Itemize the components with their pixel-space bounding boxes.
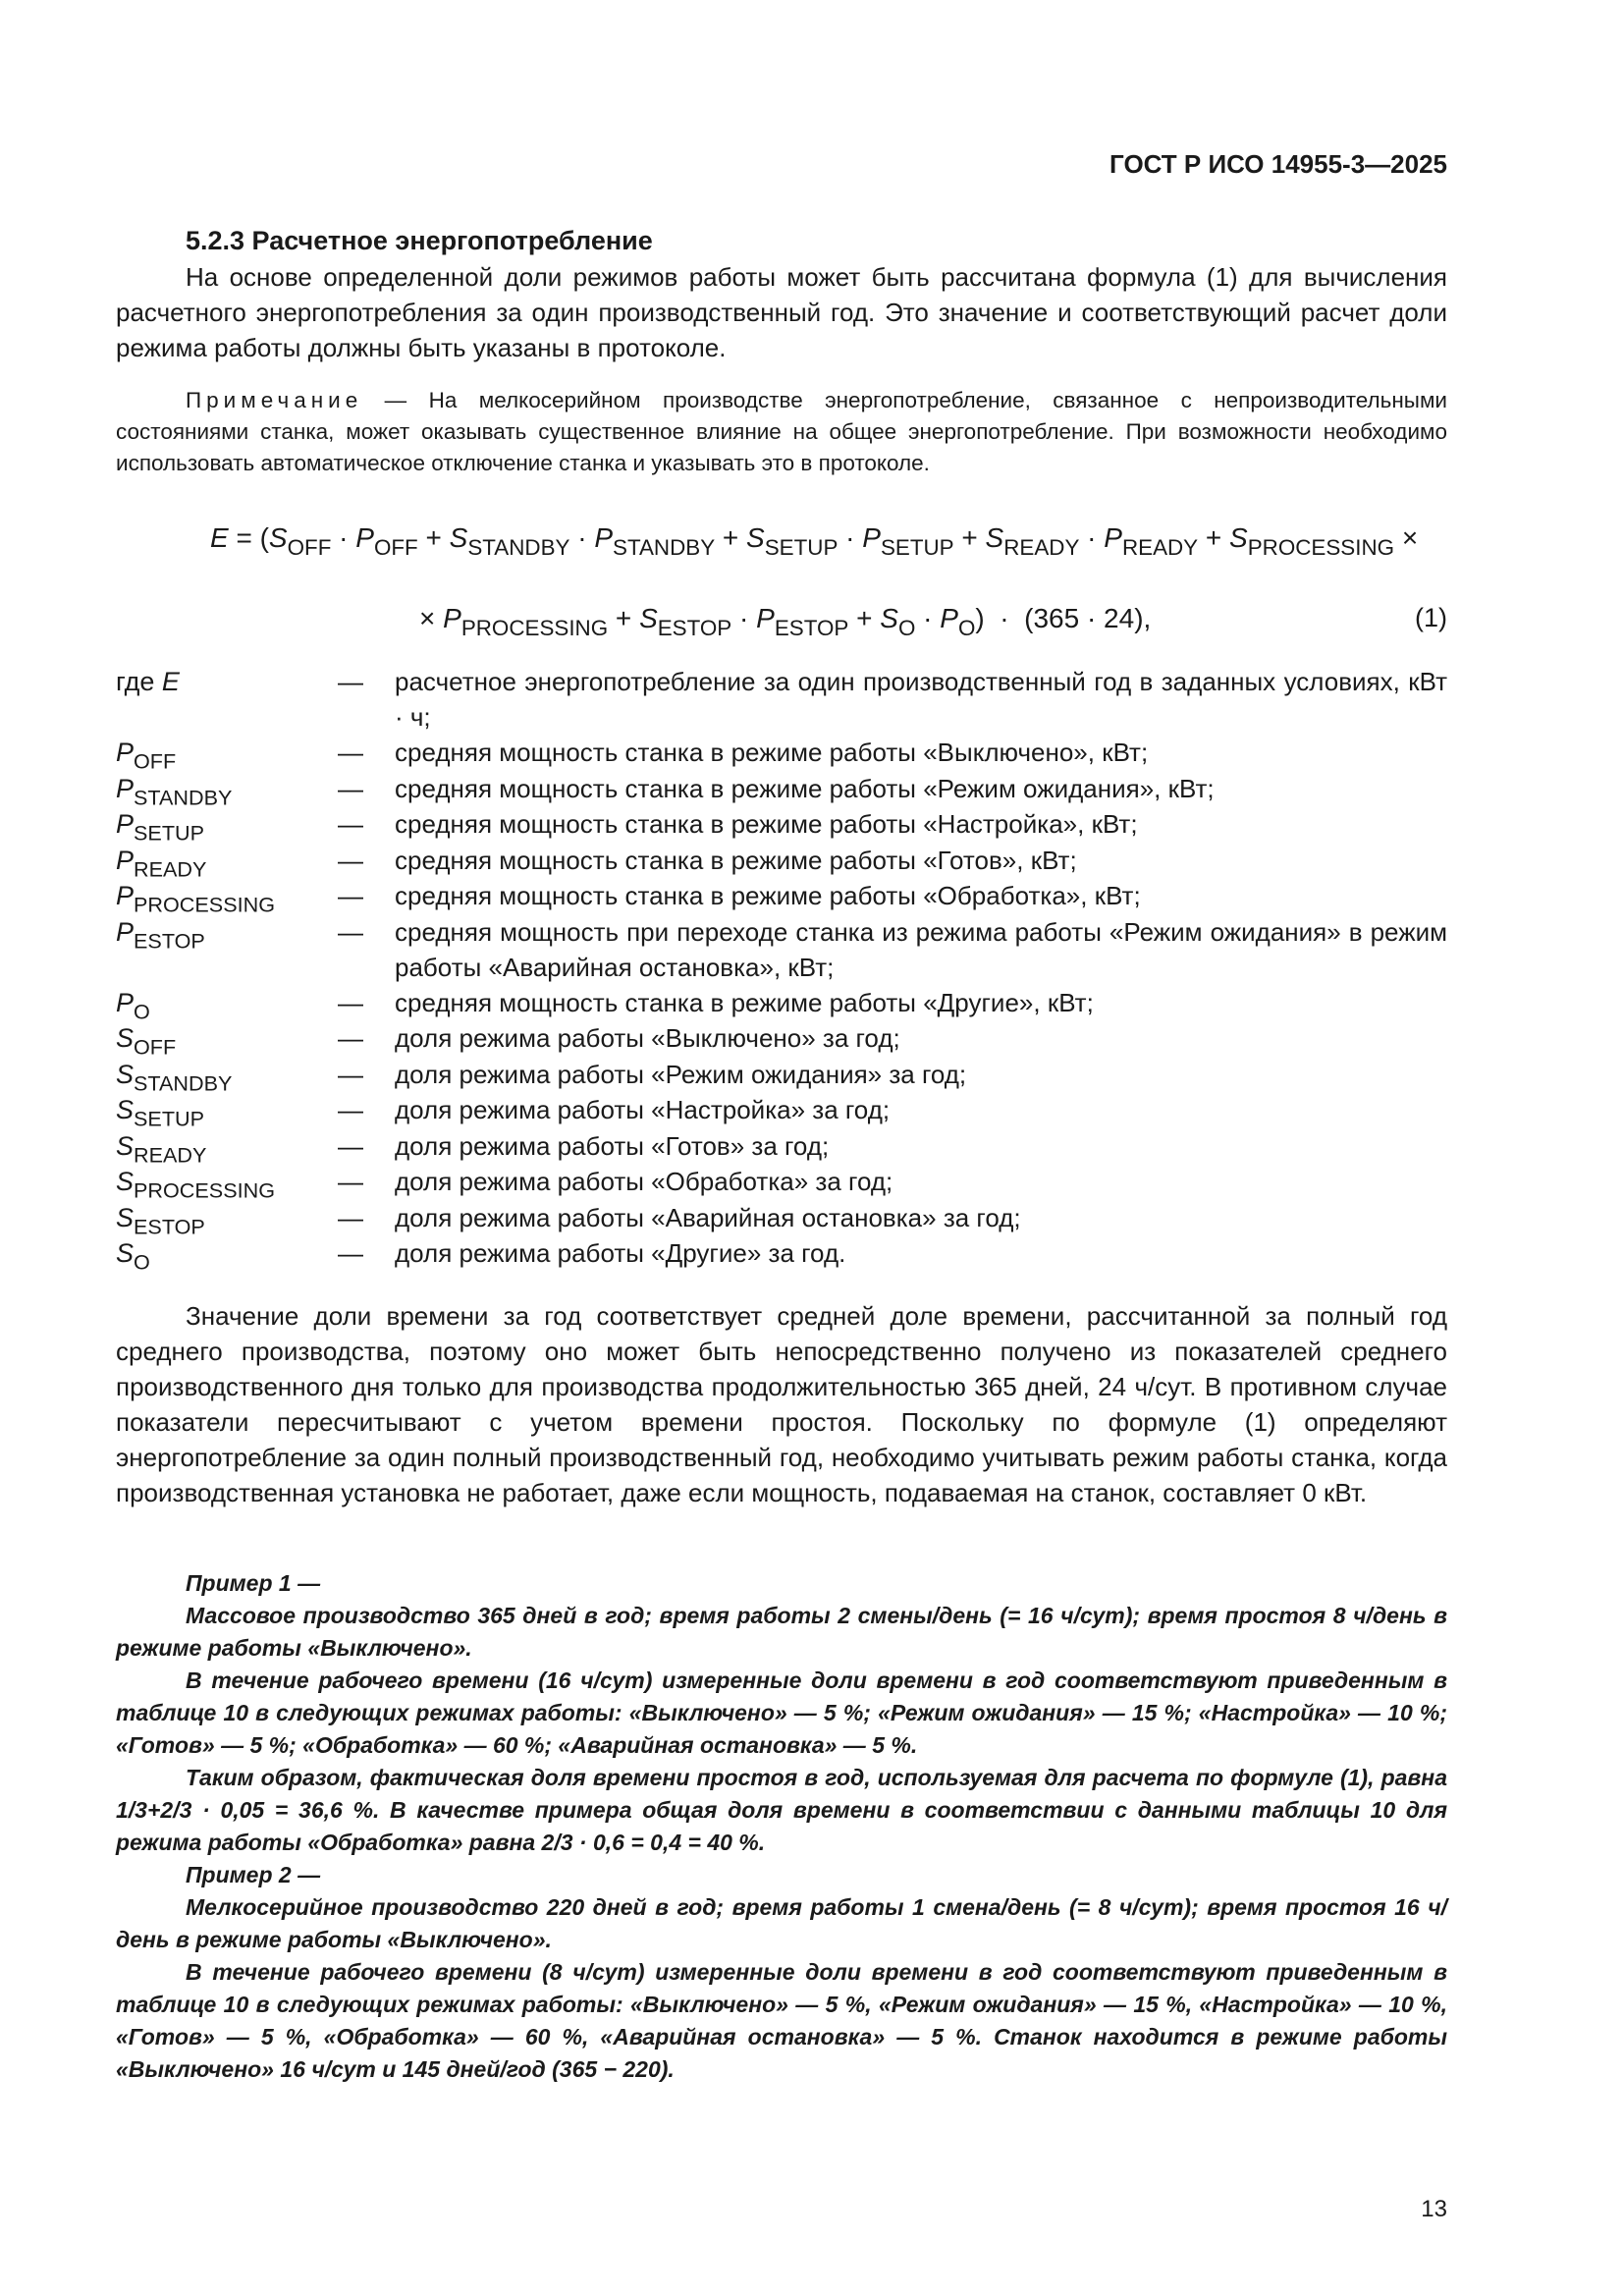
definition-dash: — <box>338 881 363 910</box>
definition-text: средняя мощность станка в режиме работы «Режим ожидания», кВт; <box>395 773 1215 803</box>
formula-line-2: × $P_{PROCESSING} + S_{ESTOP} \cdot P_{ESTOP} + S_O \cdot P_O) \cdot (365 \cdot 24)$, <box>419 603 1152 640</box>
definition-symbol: $S_O$ <box>116 1238 150 1275</box>
definition-dash: — <box>338 738 363 767</box>
definition-symbol: $P_{SETUP}$ <box>116 809 205 846</box>
definition-text: доля режима работы «Другие» за год. <box>395 1238 846 1268</box>
definition-text: средняя мощность станка в режиме работы «Обработка», кВт; <box>395 881 1141 910</box>
definition-row <box>116 985 1447 1024</box>
definition-row <box>116 1200 1447 1239</box>
definition-dash: — <box>338 987 363 1017</box>
definition-row <box>116 1128 1447 1168</box>
definition-text: средняя мощность станка в режиме работы «Выключено», кВт; <box>395 738 1149 767</box>
definition-row <box>116 664 1447 735</box>
definition-text: доля режима работы «Обработка» за год; <box>395 1167 893 1196</box>
example-2-line: Мелкосерийное производство 220 дней в год; время работы 1 смена/день (= 8 ч/сут); время простоя 16 ч/день в режиме работы «Выключено». <box>116 1894 1447 1952</box>
definition-row <box>116 914 1447 985</box>
definition-row <box>116 878 1447 917</box>
note-block <box>116 385 1447 479</box>
definition-dash: — <box>338 1130 363 1161</box>
definition-symbol: $P_{ESTOP}$ <box>116 916 205 954</box>
definition-dash: — <box>338 845 363 875</box>
definition-symbol: $S_{READY}$ <box>116 1130 207 1168</box>
note-text: — На мелкосерийном производстве энергопотребление, связанное с непроизводительными состояниями станка, может оказывать существенное влияние на общее энергопотребление. При возможности необходимо использовать автоматическое отключение станка и указывать это в протоколе. <box>116 388 1447 475</box>
definitions-list <box>116 664 1447 1275</box>
definition-row <box>116 1235 1447 1275</box>
definition-text: средняя мощность станка в режиме работы «Готов», кВт; <box>395 845 1077 875</box>
definition-text: средняя мощность при переходе станка из режима работы «Режим ожидания» в режим работы «Аварийная остановка», кВт; <box>395 916 1447 982</box>
example-1-line: Таким образом, фактическая доля времени простоя в год, используемая для расчета по формуле (1), равна 1/3+2/3 · 0,05 = 36,6 %. В качестве примера общая доля времени в соответствии с данными таблицы 10 для режима работы «Обработка» равна 2/3 · 0,6 = 0,4 = 40 %. <box>116 1765 1447 1855</box>
definition-dash: — <box>338 916 363 947</box>
definition-row <box>116 1057 1447 1096</box>
examples-block <box>116 1567 1447 2086</box>
example-1-line: В течение рабочего времени (16 ч/сут) измеренные доли времени в год соответствуют приведенным в таблице 10 в следующих режимах работы: «Выключено» — 5 %; «Режим ожидания» — 15 %; «Настройка» — 10 %; «Готов» — 5 %; «Обработка» — 60 %; «Аварийная остановка» — 5 %. <box>116 1667 1447 1758</box>
example-1-heading: Пример 1 — <box>186 1570 321 1596</box>
definition-symbol: $S_{STANDBY}$ <box>116 1059 233 1096</box>
definition-text: расчетное энергопотребление за один производственный год в заданных условиях, кВт · ч; <box>395 667 1447 732</box>
definition-symbol: $P_{READY}$ <box>116 845 207 882</box>
definition-text: средняя мощность станка в режиме работы «Другие», кВт; <box>395 987 1094 1017</box>
definition-dash: — <box>338 1095 363 1124</box>
definition-row <box>116 735 1447 774</box>
definition-row <box>116 1020 1447 1060</box>
definition-row <box>116 771 1447 810</box>
definition-text: средняя мощность станка в режиме работы «Настройка», кВт; <box>395 809 1138 839</box>
document-header: ГОСТ Р ИСО 14955-3—2025 <box>1109 149 1447 179</box>
definition-dash: — <box>338 1059 363 1089</box>
definition-dash: — <box>338 809 363 839</box>
note-label: Примечание <box>186 388 363 412</box>
example-2-line: В течение рабочего времени (8 ч/сут) измеренные доли времени в год соответствуют приведенным в таблице 10 в следующих режимах работы: «Выключено» — 5 %, «Режим ожидания» — 15 %, «Настройка» — 10 %, «Готов» — 5 %, «Обработка» — 60 %, «Аварийная остановка» — 5 %. Станок находится в режиме работы «Выключено» 16 ч/сут и 145 дней/год (365 − 220). <box>116 1959 1447 2082</box>
equation-number: (1) <box>1415 603 1447 632</box>
definition-symbol: $P_{STANDBY}$ <box>116 773 233 810</box>
definition-dash: — <box>338 1202 363 1232</box>
definition-row <box>116 1092 1447 1131</box>
definition-symbol: $P_O$ <box>116 987 150 1024</box>
definition-symbol: где E <box>116 667 180 696</box>
definition-text: доля режима работы «Настройка» за год; <box>395 1095 891 1124</box>
example-2-heading: Пример 2 — <box>186 1862 321 1887</box>
formula-factor: (365 · 24), <box>1024 603 1152 633</box>
formula-line-1: $E = (S_{OFF} \cdot P_{OFF} + S_{STANDBY} \cdot P_{STANDBY} + S_{SETUP} \cdot P_{SETUP} + S_{READY} \cdot P_{READY} + S_{PROCESSING}$ × <box>210 522 1419 560</box>
definition-dash: — <box>338 667 363 696</box>
definition-dash: — <box>338 1023 363 1053</box>
page-number: 13 <box>1421 2196 1447 2222</box>
definition-symbol: $S_{SETUP}$ <box>116 1095 205 1131</box>
definition-text: доля режима работы «Выключено» за год; <box>395 1023 900 1053</box>
definition-row <box>116 806 1447 846</box>
definition-text: доля режима работы «Готов» за год; <box>395 1130 830 1161</box>
definition-row <box>116 1164 1447 1203</box>
explanation-paragraph: Значение доли времени за год соответствует средней доле времени, рассчитанной за полный год среднего производства, поэтому оно может быть непосредственно получено из показателей среднего производственного дня только для производства продолжительностью 365 дней, 24 ч/сут. В противном случае показатели пересчитывают с учетом времени простоя. Поскольку по формуле (1) определяют энергопотребление за один полный производственный год, необходимо учитывать режим работы станка, когда производственная установка не работает, даже если мощность, подаваемая на станок, составляет 0 кВт. <box>116 1301 1447 1507</box>
intro-paragraph: На основе определенной доли режимов работы может быть рассчитана формула (1) для вычисления расчетного энергопотребления за один производственный год. Это значение и соответствующий расчет доли режима работы должны быть указаны в протоколе. <box>116 262 1447 362</box>
definition-symbol: $P_{PROCESSING}$ <box>116 881 276 917</box>
definition-symbol: $S_{ESTOP}$ <box>116 1202 205 1239</box>
definition-dash: — <box>338 1167 363 1196</box>
definition-dash: — <box>338 773 363 803</box>
example-1-line: Массовое производство 365 дней в год; время работы 2 смены/день (= 16 ч/сут); время простоя 8 ч/день в режиме работы «Выключено». <box>116 1603 1447 1661</box>
definition-symbol: $S_{OFF}$ <box>116 1023 177 1060</box>
definition-symbol: $P_{OFF}$ <box>116 738 177 774</box>
definition-text: доля режима работы «Режим ожидания» за год; <box>395 1059 967 1089</box>
definition-text: доля режима работы «Аварийная остановка» за год; <box>395 1202 1021 1232</box>
section-title: 5.2.3 Расчетное энергопотребление <box>186 226 653 255</box>
definition-row <box>116 843 1447 882</box>
definition-dash: — <box>338 1238 363 1268</box>
definition-symbol: $S_{PROCESSING}$ <box>116 1167 276 1203</box>
